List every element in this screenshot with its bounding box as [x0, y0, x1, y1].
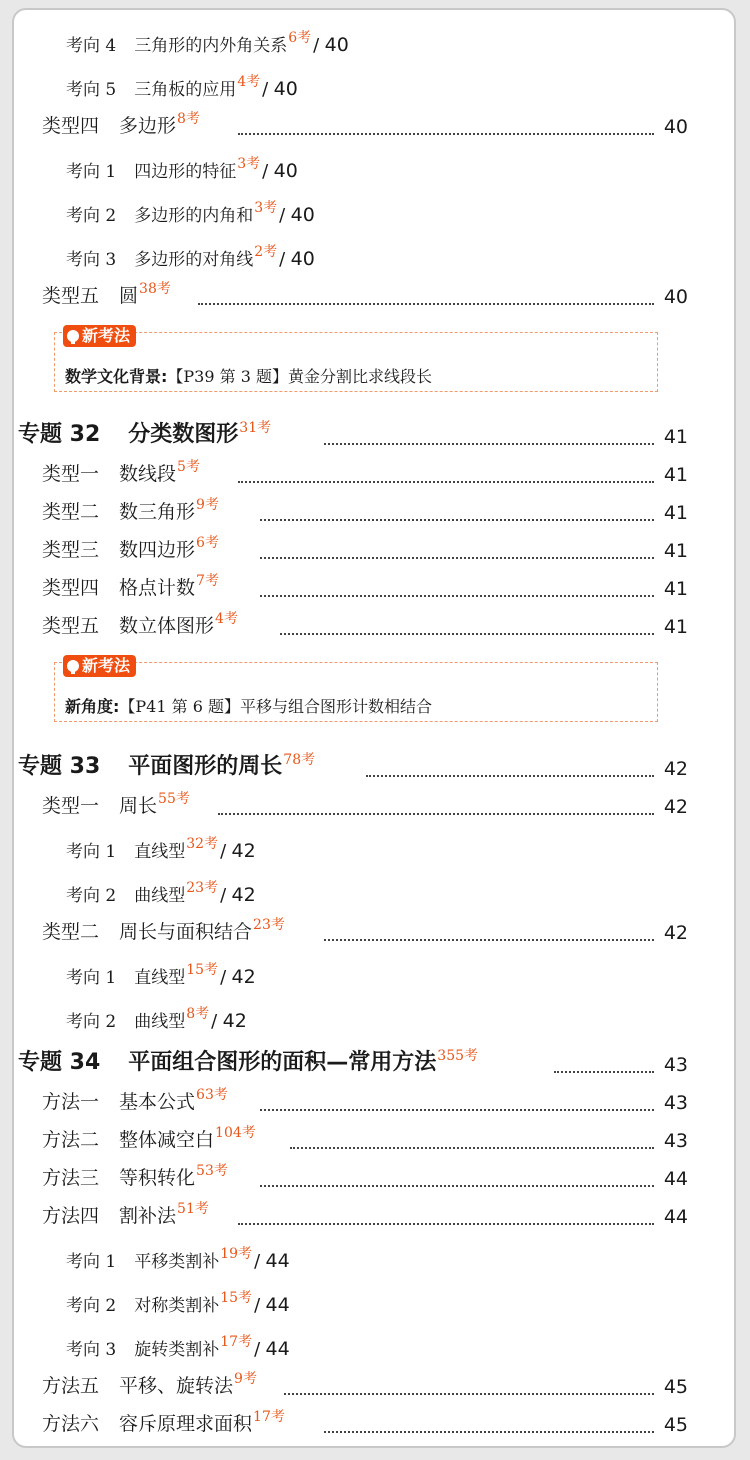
entry-title: 数四边形: [119, 539, 196, 561]
exam-count: 7考: [196, 573, 219, 589]
toc-entry[interactable]: [14, 1402, 734, 1442]
entry-title: 曲线型: [134, 1012, 186, 1032]
page-number: 40: [324, 34, 349, 56]
entry-title: 三角形的内外角关系: [134, 36, 288, 56]
toc-entry[interactable]: [14, 274, 734, 314]
toc-entry[interactable]: [14, 1042, 734, 1082]
page-number: 43: [663, 1092, 688, 1114]
exam-count: 6考: [196, 535, 219, 551]
exam-count: 5考: [177, 459, 200, 475]
entry-title: 周长: [119, 795, 158, 817]
toc-entry[interactable]: [14, 604, 734, 644]
toc-entry[interactable]: 考向 4 三角形的内外角关系$^{6考}$ / 40: [66, 30, 349, 56]
exam-count: 31考: [239, 420, 272, 436]
toc-entry[interactable]: [14, 1194, 734, 1234]
page-number: 42: [222, 1010, 247, 1032]
page-number: 41: [663, 502, 688, 524]
toc-entry[interactable]: 考向 5 三角板的应用$^{4考}$ / 40: [66, 74, 298, 100]
page-number: 40: [273, 160, 298, 182]
entry-title: 周长与面积结合: [119, 921, 253, 943]
exam-count: 51考: [177, 1201, 209, 1217]
entry-label: 类型三: [42, 539, 100, 561]
entry-title: 直线型: [134, 968, 186, 988]
entry-title: 对称类割补: [134, 1296, 220, 1316]
entry-title: 旋转类割补: [134, 1340, 220, 1360]
page-number: 42: [231, 840, 256, 862]
exam-count: 38考: [139, 281, 171, 297]
entry-label: 考向 2: [66, 1012, 117, 1032]
page-number: 42: [663, 922, 688, 944]
dot-leader: [290, 1147, 654, 1149]
new-method-tag: 新考法: [63, 655, 136, 677]
toc-entry[interactable]: [14, 784, 734, 824]
entry-title: 割补法: [119, 1205, 177, 1227]
entry-label: 方法四: [42, 1205, 100, 1227]
page-number: 44: [265, 1294, 290, 1316]
entry-title: 数线段: [119, 463, 177, 485]
toc-entry[interactable]: [14, 1118, 734, 1158]
entry-title: 基本公式: [119, 1091, 196, 1113]
exam-count: 6考: [288, 30, 312, 46]
page-number: 41: [663, 464, 688, 486]
toc-entry[interactable]: 考向 3 多边形的对角线$^{2考}$ / 40: [66, 244, 315, 270]
toc-entry[interactable]: [14, 452, 734, 492]
entry-label: 考向 2: [66, 886, 117, 906]
exam-count: 4考: [215, 611, 238, 627]
toc-page: [12, 8, 736, 1448]
page-number: 45: [663, 1376, 688, 1398]
dot-leader: [238, 133, 654, 135]
toc-entry[interactable]: 考向 3 旋转类割补$^{17考}$ / 44: [66, 1334, 290, 1360]
dot-leader: [554, 1071, 654, 1073]
entry-label: 考向 2: [66, 206, 117, 226]
exam-count: 23考: [253, 917, 285, 933]
dot-leader: [260, 557, 654, 559]
dot-leader: [284, 1393, 654, 1395]
entry-label: 考向 1: [66, 1252, 117, 1272]
entry-label: 考向 2: [66, 1296, 117, 1316]
entry-title: 三角板的应用: [134, 80, 237, 100]
dot-leader: [198, 303, 654, 305]
toc-entry[interactable]: 考向 1 直线型$^{15考}$ / 42: [66, 962, 256, 988]
dot-leader: [324, 443, 654, 445]
page-number: 43: [663, 1130, 688, 1152]
exam-count: 55考: [158, 791, 190, 807]
entry-label: 方法五: [42, 1375, 100, 1397]
page-number: 41: [663, 540, 688, 562]
toc-entry[interactable]: [14, 1156, 734, 1196]
page-number: 40: [663, 286, 688, 308]
exam-count: 53考: [196, 1163, 228, 1179]
entry-title: 直线型: [134, 842, 186, 862]
entry-label: 类型二: [42, 501, 100, 523]
toc-entry[interactable]: [14, 910, 734, 950]
entry-title: 平移类割补: [134, 1252, 220, 1272]
exam-count: 15考: [186, 962, 219, 978]
entry-label: 类型四: [42, 115, 100, 137]
toc-entry[interactable]: 考向 1 四边形的特征$^{3考}$ / 40: [66, 156, 298, 182]
page-number: 42: [231, 966, 256, 988]
entry-label: 考向 4: [66, 36, 117, 56]
entry-label: 类型五: [42, 285, 100, 307]
dot-leader: [280, 633, 654, 635]
callout-text[interactable]: 【P39 第 3 题】黄金分割比求线段长: [167, 367, 432, 386]
page-number: 42: [663, 796, 688, 818]
toc-entry[interactable]: 考向 1 直线型$^{32考}$ / 42: [66, 836, 256, 862]
exam-count: 355考: [437, 1048, 479, 1064]
page-number: 40: [290, 204, 315, 226]
toc-entry[interactable]: 考向 2 多边形的内角和$^{3考}$ / 40: [66, 200, 315, 226]
dot-leader: [324, 939, 654, 941]
exam-count: 2考: [254, 244, 278, 260]
exam-count: 23考: [186, 880, 219, 896]
entry-label: 考向 1: [66, 842, 117, 862]
entry-title: 分类数图形: [128, 422, 239, 447]
dot-leader: [260, 595, 654, 597]
exam-count: 4考: [237, 74, 261, 90]
entry-label: 考向 1: [66, 968, 117, 988]
entry-title: 平面组合图形的面积—常用方法: [128, 1050, 437, 1075]
toc-entry[interactable]: [14, 1364, 734, 1404]
toc-entry[interactable]: 考向 2 曲线型$^{8考}$ / 42: [66, 1006, 247, 1032]
page-number: 44: [265, 1250, 290, 1272]
page-number: 41: [663, 426, 688, 448]
toc-entry[interactable]: [14, 104, 734, 144]
entry-label: 类型二: [42, 921, 100, 943]
entry-title: 平移、旋转法: [119, 1375, 234, 1397]
entry-title: 四边形的特征: [134, 162, 237, 182]
entry-title: 等积转化: [119, 1167, 196, 1189]
dot-leader: [260, 1109, 654, 1111]
toc-entry[interactable]: [14, 746, 734, 786]
new-method-tag: 新考法: [63, 325, 136, 347]
dot-leader: [366, 775, 654, 777]
exam-count: 3考: [254, 200, 278, 216]
entry-title: 曲线型: [134, 886, 186, 906]
entry-label: 类型四: [42, 577, 100, 599]
entry-label: 方法一: [42, 1091, 100, 1113]
exam-count: 17考: [220, 1334, 253, 1350]
new-method-callout: [54, 326, 658, 392]
toc-entry[interactable]: 考向 2 曲线型$^{23考}$ / 42: [66, 880, 256, 906]
entry-label: 类型五: [42, 615, 100, 637]
exam-count: 63考: [196, 1087, 228, 1103]
page-number: 43: [663, 1054, 688, 1076]
exam-count: 9考: [234, 1371, 257, 1387]
callout-lead: 数学文化背景:: [65, 367, 168, 386]
exam-count: 104考: [215, 1125, 256, 1141]
entry-label: 专题 34: [18, 1050, 101, 1075]
dot-leader: [260, 1185, 654, 1187]
page-number: 44: [663, 1168, 688, 1190]
entry-label: 类型一: [42, 795, 100, 817]
new-method-callout: [54, 656, 658, 722]
entry-title: 容斥原理求面积: [119, 1413, 253, 1435]
exam-count: 15考: [220, 1290, 253, 1306]
entry-label: 考向 3: [66, 1340, 117, 1360]
entry-label: 类型一: [42, 463, 100, 485]
entry-label: 方法三: [42, 1167, 100, 1189]
lightbulb-icon: [67, 660, 79, 672]
dot-leader: [238, 481, 654, 483]
dot-leader: [260, 519, 654, 521]
toc-entry[interactable]: 考向 1 平移类割补$^{19考}$ / 44: [66, 1246, 290, 1272]
entry-title: 整体减空白: [119, 1129, 215, 1151]
dot-leader: [238, 1223, 654, 1225]
toc-entry[interactable]: 考向 2 对称类割补$^{15考}$ / 44: [66, 1290, 290, 1316]
exam-count: 78考: [283, 752, 316, 768]
page-number: 40: [290, 248, 315, 270]
page-number: 40: [273, 78, 298, 100]
entry-label: 专题 32: [18, 422, 101, 447]
exam-count: 32考: [186, 836, 219, 852]
page-number: 45: [663, 1414, 688, 1436]
page-number: 44: [265, 1338, 290, 1360]
page-number: 44: [663, 1206, 688, 1228]
entry-label: 方法二: [42, 1129, 100, 1151]
toc-entry[interactable]: [14, 490, 734, 530]
exam-count: 9考: [196, 497, 219, 513]
dot-leader: [324, 1431, 654, 1433]
exam-count: 19考: [220, 1246, 253, 1262]
entry-title: 圆: [119, 285, 139, 307]
page-number: 40: [663, 116, 688, 138]
exam-count: 8考: [186, 1006, 210, 1022]
entry-label: 考向 1: [66, 162, 117, 182]
entry-title: 数三角形: [119, 501, 196, 523]
page-number: 42: [231, 884, 256, 906]
exam-count: 17考: [253, 1409, 285, 1425]
entry-title: 多边形: [119, 115, 177, 137]
entry-title: 多边形的对角线: [134, 250, 254, 270]
entry-label: 专题 33: [18, 754, 101, 779]
toc-entry[interactable]: [14, 528, 734, 568]
page-number: 41: [663, 578, 688, 600]
exam-count: 3考: [237, 156, 261, 172]
toc-entry[interactable]: [14, 1080, 734, 1120]
callout-lead: 新角度:: [65, 697, 120, 716]
entry-title: 格点计数: [119, 577, 196, 599]
lightbulb-icon: [67, 330, 79, 342]
dot-leader: [218, 813, 654, 815]
toc-entry[interactable]: [14, 414, 734, 454]
entry-title: 平面图形的周长: [128, 754, 283, 779]
toc-entry[interactable]: [14, 566, 734, 606]
entry-title: 数立体图形: [119, 615, 215, 637]
exam-count: 8考: [177, 111, 200, 127]
callout-text[interactable]: 【P41 第 6 题】平移与组合图形计数相结合: [119, 697, 432, 716]
entry-title: 多边形的内角和: [134, 206, 254, 226]
entry-label: 考向 3: [66, 250, 117, 270]
page-number: 41: [663, 616, 688, 638]
page-number: 42: [663, 758, 688, 780]
entry-label: 方法六: [42, 1413, 100, 1435]
entry-label: 考向 5: [66, 80, 117, 100]
